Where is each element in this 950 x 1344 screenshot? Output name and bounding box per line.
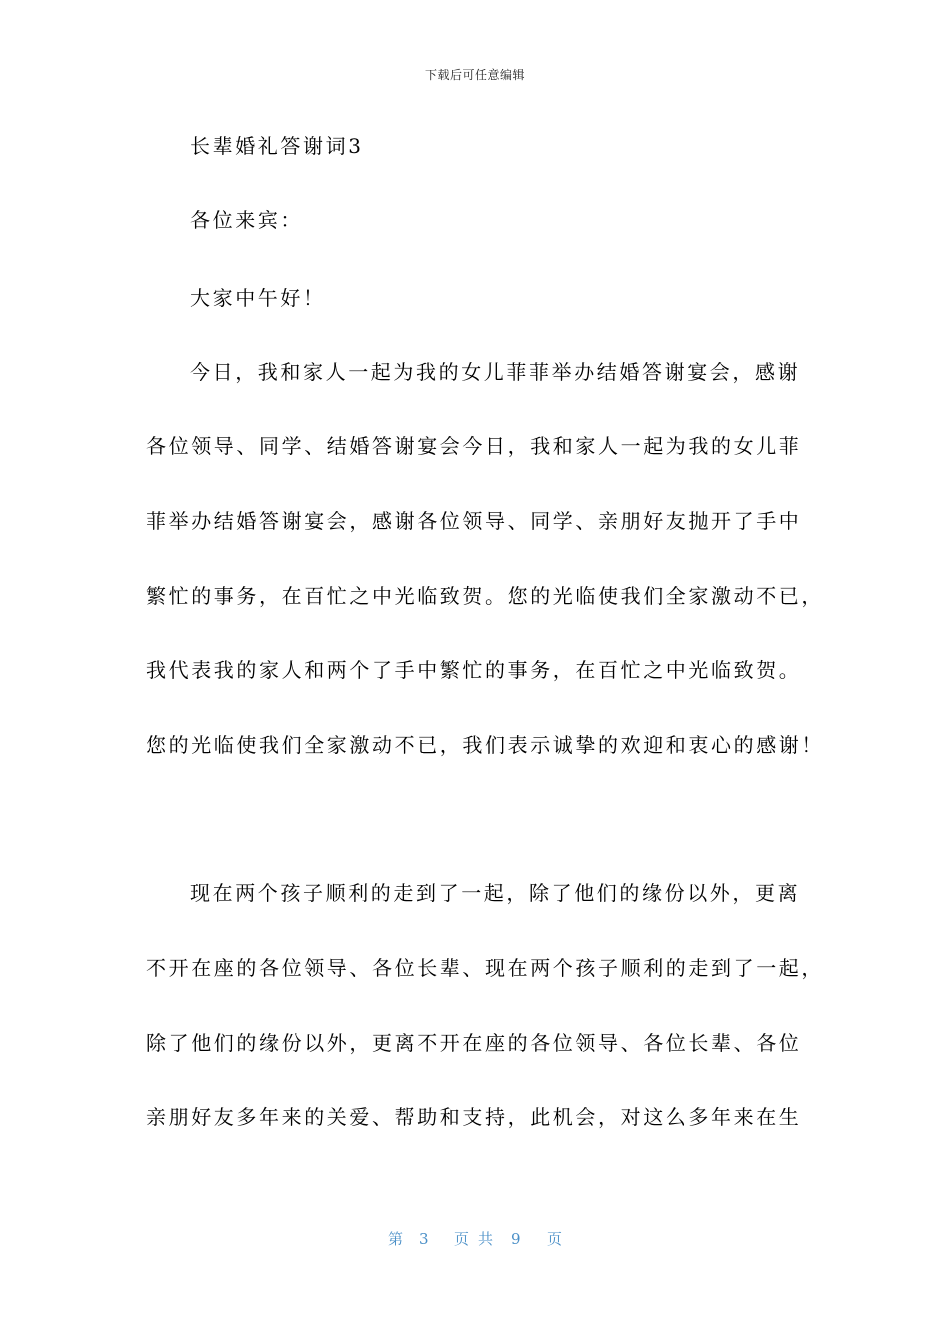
paragraph-line: 您的光临使我们全家激动不已，我们表示诚挚的欢迎和衷心的感谢！	[146, 733, 824, 757]
paragraph-line: 现在两个孩子顺利的走到了一起，除了他们的缘份以外，更离	[190, 881, 801, 905]
paragraph-line: 除了他们的缘份以外，更离不开在座的各位领导、各位长辈、各位	[146, 1031, 802, 1055]
paragraph-line: 菲举办结婚答谢宴会，感谢各位领导、同学、亲朋好友抛开了手中	[146, 509, 802, 533]
paragraph-line: 繁忙的事务，在百忙之中光临致贺。您的光临使我们全家激动不已，	[146, 584, 824, 608]
footer-current-page: 3	[419, 1230, 429, 1248]
salutation: 大家中午好！	[190, 286, 326, 310]
paragraph-line: 各位领导、同学、结婚答谢宴会今日，我和家人一起为我的女儿菲	[146, 434, 802, 458]
footer-middle: 页共	[454, 1230, 503, 1248]
paragraph-line: 我代表我的家人和两个了手中繁忙的事务，在百忙之中光临致贺。	[146, 658, 802, 682]
footer-suffix: 页	[547, 1230, 563, 1248]
document-title: 长辈婚礼答谢词3	[190, 134, 364, 158]
paragraph-line: 亲朋好友多年来的关爱、帮助和支持，此机会，对这么多年来在生	[146, 1105, 802, 1129]
page-header: 下载后可任意编辑	[424, 68, 525, 82]
footer-prefix: 第	[388, 1230, 404, 1248]
paragraph-line: 今日，我和家人一起为我的女儿菲菲举办结婚答谢宴会，感谢	[190, 360, 801, 384]
greeting: 各位来宾：	[190, 208, 303, 232]
footer-total-pages: 9	[511, 1230, 521, 1248]
paragraph-line: 不开在座的各位领导、各位长辈、现在两个孩子顺利的走到了一起，	[146, 956, 824, 980]
